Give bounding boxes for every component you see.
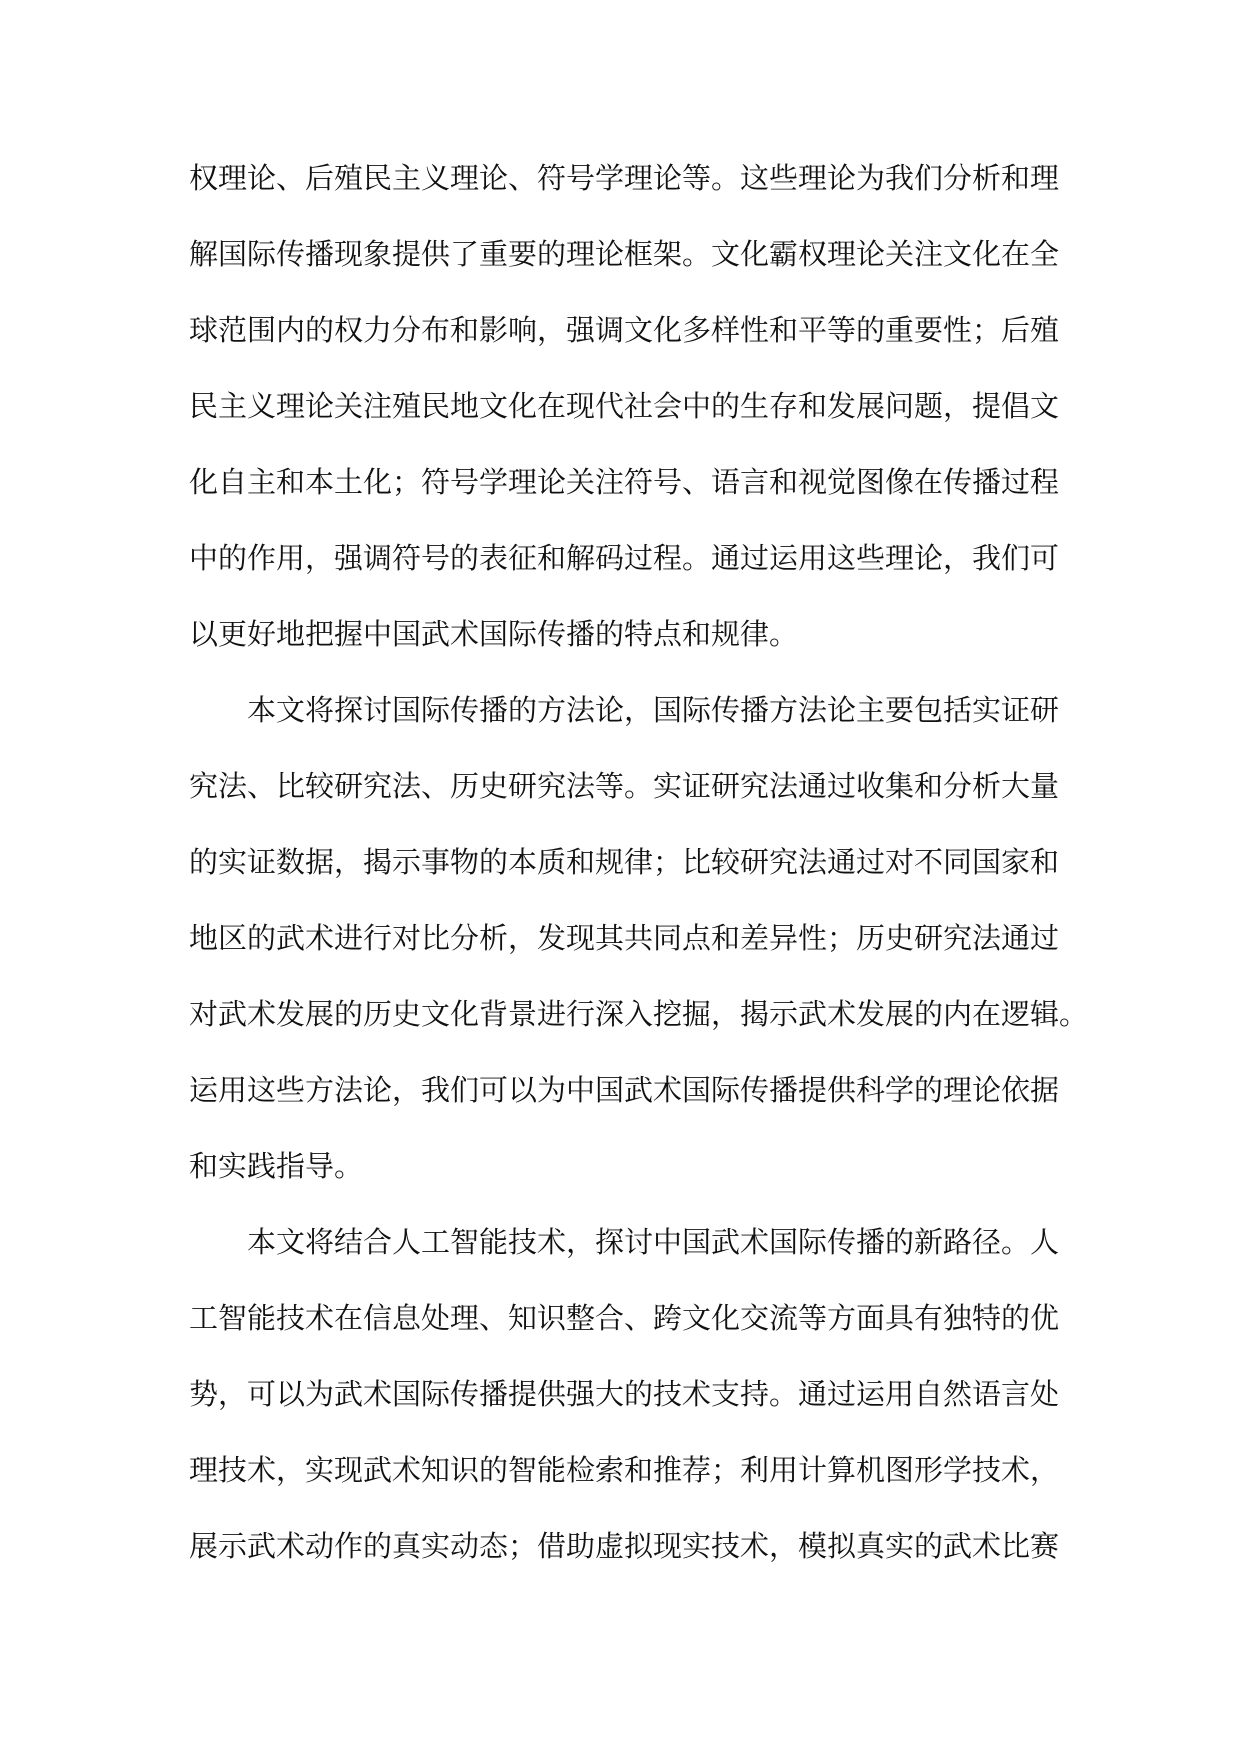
text-line: 球范围内的权力分布和影响，强调文化多样性和平等的重要性；后殖	[189, 313, 1060, 347]
text-line: 本文将结合人工智能技术，探讨中国武术国际传播的新路径。人	[247, 1225, 1060, 1259]
text-line: 民主义理论关注殖民地文化在现代社会中的生存和发展问题，提倡文	[189, 389, 1060, 423]
text-line: 本文将探讨国际传播的方法论，国际传播方法论主要包括实证研	[247, 693, 1060, 727]
paragraph	[189, 1204, 1069, 1584]
text-line: 工智能技术在信息处理、知识整合、跨文化交流等方面具有独特的优	[189, 1301, 1060, 1335]
text-line: 究法、比较研究法、历史研究法等。实证研究法通过收集和分析大量	[189, 769, 1060, 803]
text-line: 权理论、后殖民主义理论、符号学理论等。这些理论为我们分析和理	[189, 161, 1060, 195]
text-line: 和实践指导。	[189, 1149, 364, 1183]
text-line: 解国际传播现象提供了重要的理论框架。文化霸权理论关注文化在全	[189, 237, 1060, 271]
text-line: 运用这些方法论，我们可以为中国武术国际传播提供科学的理论依据	[189, 1073, 1060, 1107]
text-line: 以更好地把握中国武术国际传播的特点和规律。	[189, 617, 799, 651]
body-text	[189, 140, 1089, 1584]
text-line: 展示武术动作的真实动态；借助虚拟现实技术，模拟真实的武术比赛	[189, 1529, 1060, 1563]
text-line: 势，可以为武术国际传播提供强大的技术支持。通过运用自然语言处	[189, 1377, 1060, 1411]
text-line: 的实证数据，揭示事物的本质和规律；比较研究法通过对不同国家和	[189, 845, 1060, 879]
paragraph	[189, 672, 1089, 1204]
text-line: 理技术，实现武术知识的智能检索和推荐；利用计算机图形学技术，	[189, 1453, 1060, 1487]
text-line: 化自主和本土化；符号学理论关注符号、语言和视觉图像在传播过程	[189, 465, 1060, 499]
paragraph	[189, 140, 1069, 672]
text-line: 对武术发展的历史文化背景进行深入挖掘，揭示武术发展的内在逻辑。	[189, 997, 1089, 1031]
text-line: 中的作用，强调符号的表征和解码过程。通过运用这些理论，我们可	[189, 541, 1060, 575]
text-line: 地区的武术进行对比分析，发现其共同点和差异性；历史研究法通过	[189, 921, 1060, 955]
